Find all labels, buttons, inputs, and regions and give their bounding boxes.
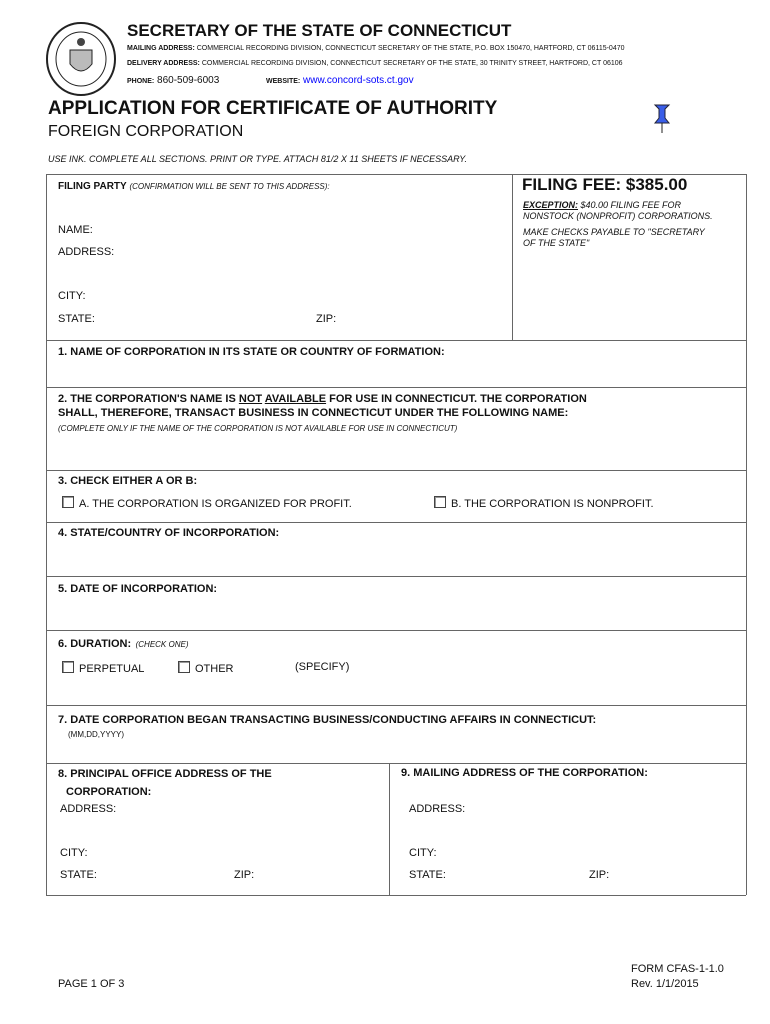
filing-zip-field[interactable]: ZIP:: [316, 313, 337, 325]
mailing-address-field[interactable]: ADDRESS:: [409, 803, 466, 815]
filing-party-label: FILING PARTY (CONFIRMATION WILL BE SENT TO THIS ADDRESS):: [58, 181, 330, 192]
section-7-label: 7. DATE CORPORATION BEGAN TRANSACTING BUSINESS/CONDUCTING AFFAIRS IN CONNECTICUT:: [58, 714, 597, 726]
filing-address-field[interactable]: ADDRESS:: [58, 246, 115, 258]
principal-city-field[interactable]: CITY:: [60, 847, 88, 859]
section-2-note: (COMPLETE ONLY IF THE NAME OF THE CORPORATION IS NOT AVAILABLE FOR USE IN CONNECTICUT): [58, 424, 458, 433]
delivery-address: DELIVERY ADDRESS: COMMERCIAL RECORDING DIVISION, CONNECTICUT SECRETARY OF THE STATE, 30 TRINITY STREET, HARTFORD, CT 06106: [127, 60, 623, 67]
for-profit-checkbox[interactable]: A. THE CORPORATION IS ORGANIZED FOR PROFIT.: [62, 496, 352, 510]
page-title: APPLICATION FOR CERTIFICATE OF AUTHORITY: [48, 98, 498, 119]
section-2-label: 2. THE CORPORATION'S NAME IS NOT AVAILABLE FOR USE IN CONNECTICUT. THE CORPORATION: [58, 393, 587, 405]
fee-exception: EXCEPTION: $40.00 FILING FEE FOR: [523, 200, 682, 210]
perpetual-checkbox[interactable]: PERPETUAL: [62, 661, 144, 675]
mailing-city-field[interactable]: CITY:: [409, 847, 437, 859]
specify-label: (SPECIFY): [295, 661, 350, 673]
revision-date: Rev. 1/1/2015: [631, 978, 699, 990]
checkbox-icon[interactable]: [434, 496, 446, 508]
page-number: PAGE 1 OF 3: [58, 978, 125, 990]
filing-fee: FILING FEE: $385.00: [522, 175, 688, 194]
principal-state-field[interactable]: STATE:: [60, 869, 97, 881]
date-format: (MM,DD,YYYY): [68, 730, 124, 739]
checkbox-icon[interactable]: [62, 661, 74, 673]
state-seal-logo: [44, 20, 118, 98]
principal-address-field[interactable]: ADDRESS:: [60, 803, 117, 815]
form-number: FORM CFAS-1-1.0: [631, 963, 724, 975]
mailing-state-field[interactable]: STATE:: [409, 869, 446, 881]
section-6-label: 6. DURATION: (CHECK ONE): [58, 638, 189, 650]
fee-exception-2: NONSTOCK (NONPROFIT) CORPORATIONS.: [523, 211, 713, 221]
checkbox-icon[interactable]: [62, 496, 74, 508]
page-subtitle: FOREIGN CORPORATION: [48, 123, 244, 140]
other-checkbox[interactable]: OTHER: [178, 661, 234, 675]
website: WEBSITE: www.concord-sots.ct.gov: [266, 75, 414, 86]
section-8-label: 8. PRINCIPAL OFFICE ADDRESS OF THE: [58, 768, 272, 780]
website-link[interactable]: www.concord-sots.ct.gov: [303, 75, 414, 86]
filing-city-field[interactable]: CITY:: [58, 290, 86, 302]
pushpin-icon: [652, 104, 672, 134]
mailing-address: MAILING ADDRESS: COMMERCIAL RECORDING DIVISION, CONNECTICUT SECRETARY OF THE STATE, P.O. BOX 150470, HARTFORD, CT 06115-0470: [127, 45, 625, 52]
filing-state-field[interactable]: STATE:: [58, 313, 95, 325]
checks-payable: MAKE CHECKS PAYABLE TO "SECRETARY: [523, 227, 705, 237]
nonprofit-checkbox[interactable]: B. THE CORPORATION IS NONPROFIT.: [434, 496, 654, 510]
phone: PHONE: 860-509-6003: [127, 75, 220, 86]
section-9-label: 9. MAILING ADDRESS OF THE CORPORATION:: [401, 767, 648, 779]
section-3-label: 3. CHECK EITHER A OR B:: [58, 475, 198, 487]
principal-zip-field[interactable]: ZIP:: [234, 869, 255, 881]
instructions: USE INK. COMPLETE ALL SECTIONS. PRINT OR TYPE. ATTACH 81/2 X 11 SHEETS IF NECESSARY.: [48, 154, 467, 164]
mailing-zip-field[interactable]: ZIP:: [589, 869, 610, 881]
checkbox-icon[interactable]: [178, 661, 190, 673]
checks-payable-2: OF THE STATE": [523, 238, 590, 248]
section-8-label-2: CORPORATION:: [66, 786, 152, 798]
filing-name-field[interactable]: NAME:: [58, 224, 93, 236]
section-5-label: 5. DATE OF INCORPORATION:: [58, 583, 218, 595]
section-2-line2: SHALL, THEREFORE, TRANSACT BUSINESS IN CONNECTICUT UNDER THE FOLLOWING NAME:: [58, 407, 569, 419]
section-1-label: 1. NAME OF CORPORATION IN ITS STATE OR COUNTRY OF FORMATION:: [58, 346, 445, 358]
agency-name: SECRETARY OF THE STATE OF CONNECTICUT: [127, 21, 512, 40]
section-4-label: 4. STATE/COUNTRY OF INCORPORATION:: [58, 527, 280, 539]
